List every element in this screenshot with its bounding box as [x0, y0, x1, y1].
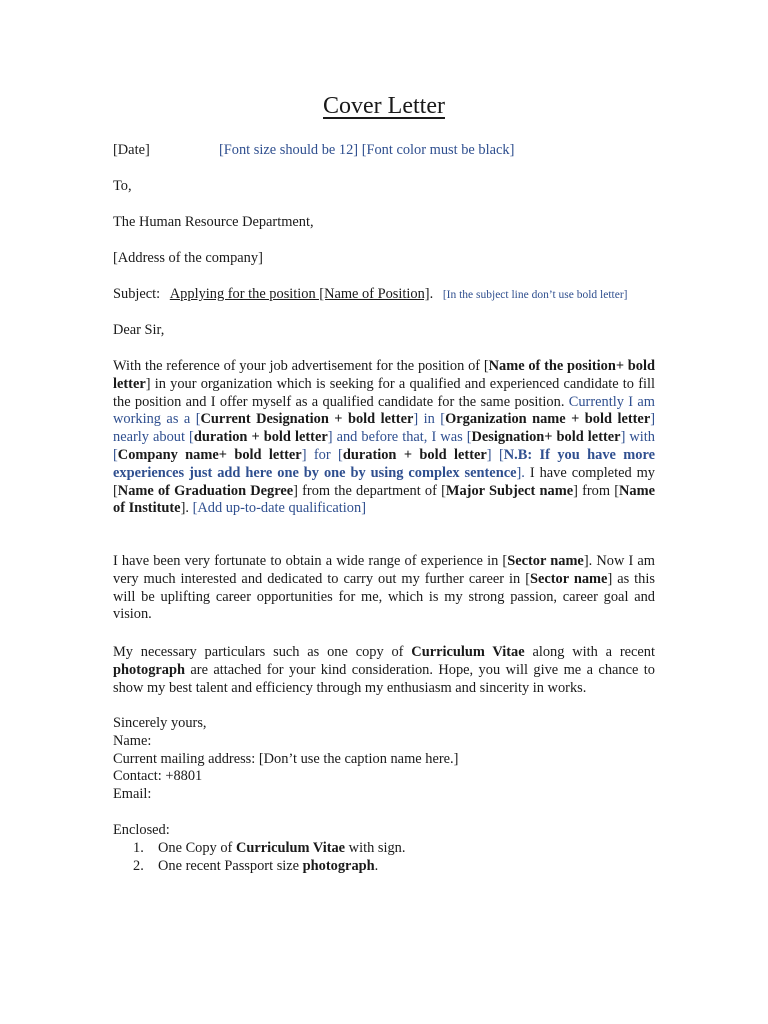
- text-run: Designation+ bold letter: [471, 429, 621, 446]
- company-address: [Address of the company]: [113, 250, 263, 266]
- recipient-to: To,: [113, 178, 132, 194]
- closing-address: Current mailing address: [Don’t use the caption name here.]: [113, 750, 459, 767]
- text-run: I have completed my [: [113, 464, 656, 499]
- text-run: Curriculum Vitae: [411, 644, 525, 660]
- text-run: duration + bold letter: [342, 446, 487, 463]
- text-run: Sector name: [529, 570, 608, 587]
- text-run: I have been very fortunate to obtain a wide range of experience in [: [113, 553, 508, 569]
- text-run: My necessary particulars such as one copy of: [113, 644, 412, 660]
- text-run: ] and before that, I was [: [327, 429, 472, 446]
- paragraph-experience: [113, 358, 655, 518]
- text-run: Company name+ bold letter: [117, 446, 302, 463]
- enclosed-item: 2. One recent Passport size photograph.: [133, 857, 379, 874]
- enclosed-label: Enclosed:: [113, 822, 170, 838]
- closing-name: Name:: [113, 732, 152, 749]
- text-run: With the reference of your job advertisement for the position of [: [113, 358, 489, 374]
- text-run: ] as this will be uplifting career opportunities for me, which is my strong passion, career goal and vision.: [113, 570, 655, 623]
- enclosed-list: [133, 840, 405, 876]
- text-run: ] nearly about [: [113, 411, 656, 446]
- text-run: One recent Passport size: [158, 857, 303, 874]
- text-run: ].: [516, 464, 530, 481]
- text-run: ] in your organization which is seeking for a qualified and experienced candidate to fill the position and I offer myself as a qualified candidate for the same position.: [113, 375, 655, 410]
- subject-line: [113, 286, 628, 303]
- text-run: One Copy of: [158, 840, 236, 856]
- page-title: Cover Letter: [323, 93, 445, 119]
- subject-note: [In the subject line don’t use bold letter]: [442, 289, 628, 301]
- text-run: Name of Graduation Degree: [117, 482, 294, 499]
- signature-block: [113, 715, 458, 804]
- text-run: Major Subject name: [445, 482, 574, 499]
- enclosed-item: 1. One Copy of Curriculum Vitae with sign.: [133, 840, 406, 856]
- subject-period: .: [429, 286, 434, 302]
- text-run: N.B: If you have more experiences just add here one by one by using complex sentence: [113, 446, 655, 481]
- closing-sincerely: Sincerely yours,: [113, 715, 207, 731]
- text-run: with sign.: [345, 840, 406, 856]
- subject-text: Applying for the position [Name of Position]: [169, 286, 430, 302]
- salutation: Dear Sir,: [113, 322, 165, 338]
- date-line: [113, 142, 515, 159]
- text-run: ]. Now I am very much interested and dedicated to carry out my further career in [: [113, 553, 655, 587]
- text-run: ].: [180, 500, 193, 517]
- text-run: are attached for your kind consideration. Hope, you will give me a chance to show my best talent and efficiency through my enthusiasm and sincerity in works.: [113, 661, 655, 696]
- text-run: ] in [: [413, 411, 446, 428]
- text-run: along with a recent: [524, 644, 655, 660]
- text-run: Sector name: [507, 553, 584, 569]
- text-run: duration + bold letter: [193, 429, 328, 446]
- text-run: ] for [: [301, 446, 343, 463]
- text-run: photograph: [302, 857, 375, 874]
- text-run: ] with [: [113, 429, 655, 463]
- paragraph-sector: [113, 553, 655, 624]
- text-run: Currently I am working as a [: [113, 393, 655, 428]
- text-run: ] from the department of [: [293, 482, 446, 499]
- text-run: photograph: [113, 661, 185, 678]
- date-placeholder: [Date]: [113, 142, 150, 158]
- text-run: Curriculum Vitae: [235, 840, 346, 856]
- font-instruction-note: [Font size should be 12] [Font color must be black]: [219, 142, 515, 158]
- text-run: Name of the position+ bold letter: [113, 358, 655, 392]
- closing-contact: Contact: +8801: [113, 768, 203, 785]
- text-run: ] from [: [573, 482, 620, 499]
- text-run: .: [374, 857, 379, 874]
- subject-label: Subject:: [113, 286, 161, 302]
- text-run: Name of Institute: [113, 482, 655, 517]
- recipient-department: The Human Resource Department,: [113, 214, 314, 230]
- paragraph-attachments: [113, 644, 655, 697]
- text-run: [Add up-to-date qualification]: [192, 500, 366, 517]
- text-run: Current Designation + bold letter: [200, 411, 414, 428]
- text-run: Organization name + bold letter: [445, 411, 651, 428]
- closing-email: Email:: [113, 786, 152, 803]
- text-run: ] [: [486, 446, 504, 463]
